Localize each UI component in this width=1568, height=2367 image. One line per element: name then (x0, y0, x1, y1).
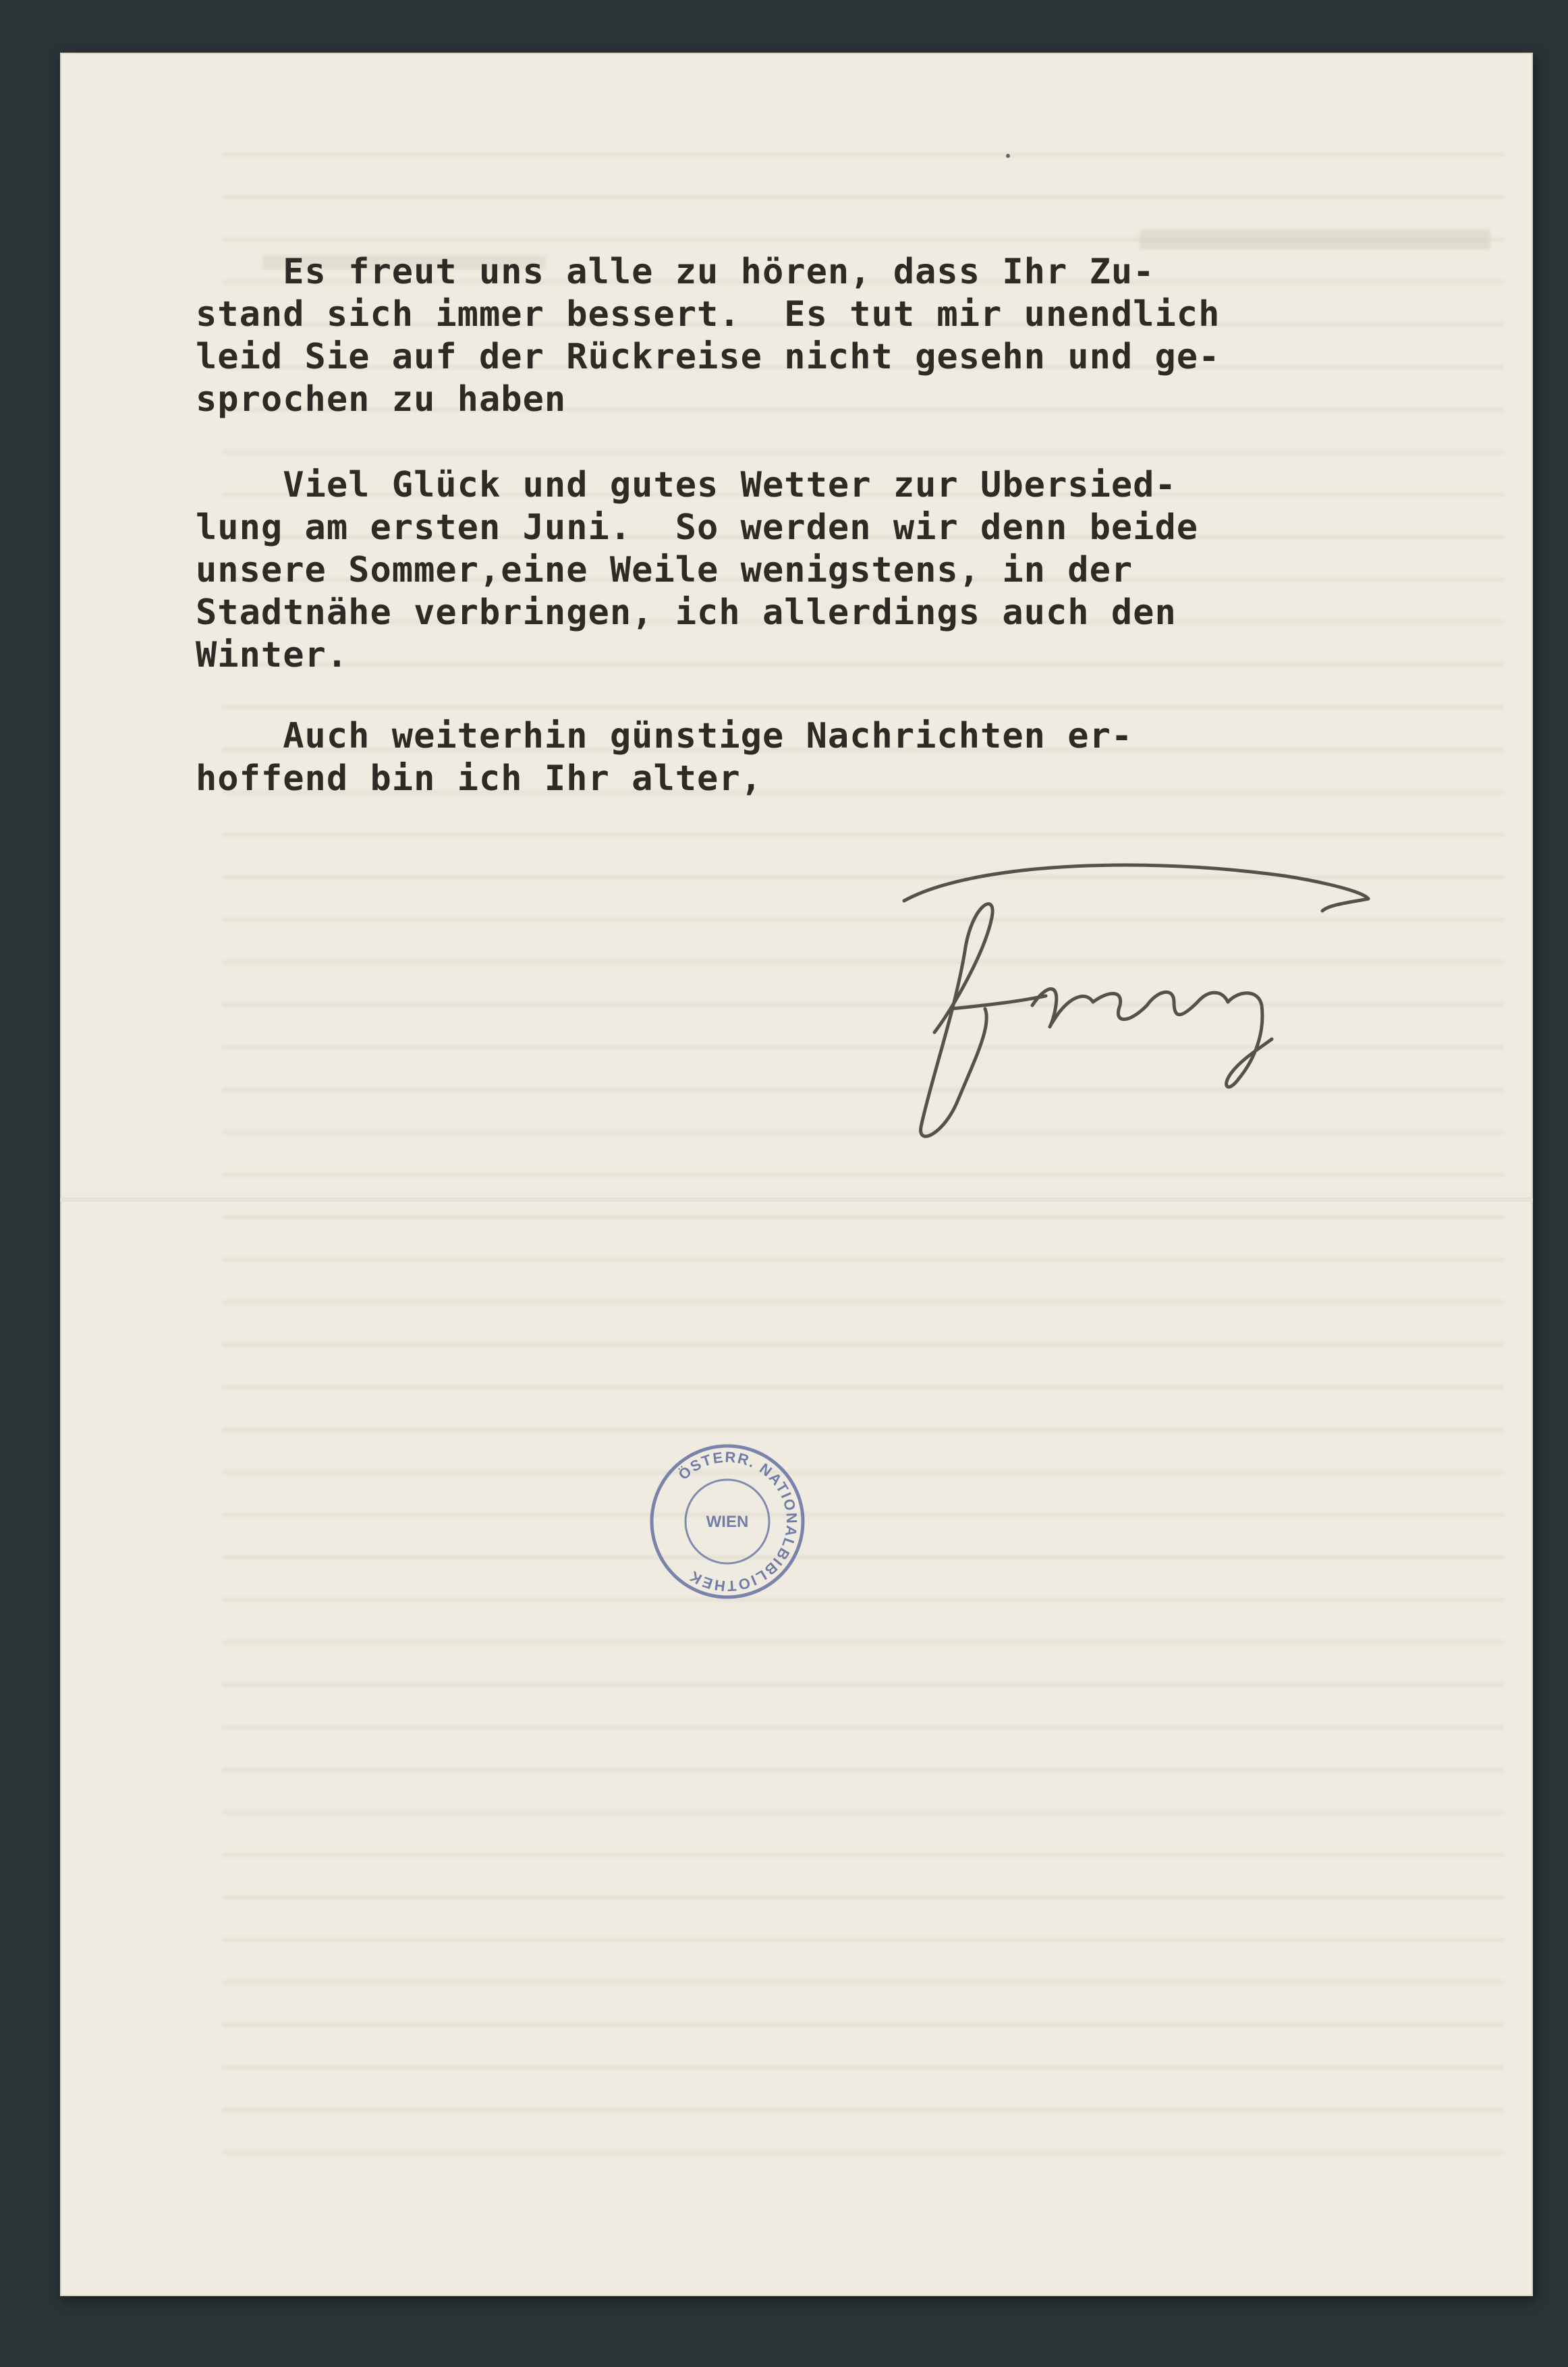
paper-mark (1006, 154, 1010, 158)
stamp-outer-text: ÖSTERR. NATIONALBIBLIOTHEK (675, 1448, 801, 1595)
letter-paragraph-2: Viel Glück und gutes Wetter zur Ubersied- lung am ersten Juni. So werden wir denn beide unsere Sommer,eine Weile wenigstens, in der Stadtnähe verbringen, ich allerdings auch den Winter. (196, 465, 1199, 675)
library-stamp (646, 1441, 808, 1603)
show-through-letterhead (1140, 229, 1490, 250)
show-through-text (222, 134, 1504, 2192)
letter-paragraph-3: Auch weiterhin günstige Nachrichten er- hoffend bin ich Ihr alter, (196, 716, 1133, 799)
letter-paragraph-1: Es freut uns alle zu hören, dass Ihr Zu- stand sich immer bessert. Es tut mir unendlich leid Sie auf der Rückreise nicht gesehn und ge- sprochen zu haben (196, 252, 1221, 420)
paper-fold (60, 1198, 1533, 1202)
stamp-inner-text: WIEN (706, 1513, 749, 1531)
handwritten-signature (891, 837, 1376, 1154)
